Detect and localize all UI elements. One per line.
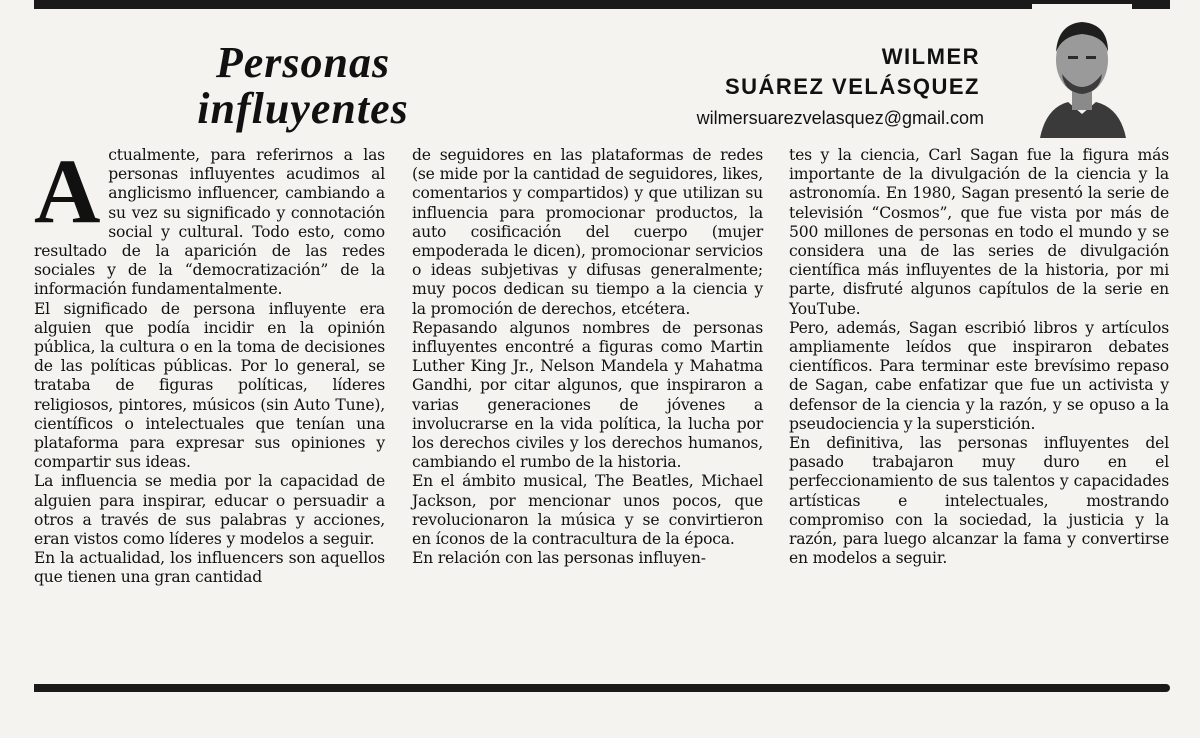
paragraph: En el ámbito musical, The Beatles, Michael Jackson, por mencionar unos pocos, que revolucionaron la música y se convirtieron en íconos de la contracultura de la época.	[412, 472, 763, 549]
author-last-name: SUÁREZ VELÁSQUEZ	[724, 74, 980, 99]
bottom-rule	[34, 684, 1170, 692]
drop-cap: A	[34, 140, 101, 242]
headline	[178, 40, 428, 132]
author-portrait	[1032, 4, 1132, 138]
headline-line-1: Personas	[215, 38, 391, 87]
paragraph: Repasando algunos nombres de personas influyentes encontré a figuras como Martin Luther King Jr., Nelson Mandela y Mahatma Gandhi, por citar algunos, que inspiraron a varias generaciones de jóvenes a involucrarse en la vida política, la lucha por los derechos civiles y los derechos humanos, cambiando el rumbo de la historia.	[412, 318, 763, 472]
paragraph: En la actualidad, los influencers son aquellos que tienen una gran cantidad	[34, 549, 385, 587]
paragraph	[34, 140, 385, 300]
paragraph: En relación con las personas influyen-	[412, 549, 706, 568]
paragraph: tes y la ciencia, Carl Sagan fue la figura más importante de la divulgación de la ciencia y la astronomía. En 1980, Sagan presentó la serie de televisión “Cosmos”, que fue vista por más de 500 millones de personas en todo el mundo y se considera una de las series de divulgación científica más influyentes de la historia, por mi parte, disfruté algunos capítulos de la serie en YouTube.	[789, 146, 1169, 318]
column-2	[412, 146, 763, 568]
column-3	[789, 146, 1169, 568]
paragraph: de seguidores en las plataformas de redes (se mide por la cantidad de seguidores, likes, comentarios y compartidos) y que utilizan su influencia para promocionar productos, la auto cosificación del cuerpo (mujer empoderada le dicen), promocionar servicios o ideas subjetivas y difusas generalmente; muy pocos dedican su tiempo a la ciencia y la promoción de derechos, etcétera.	[412, 146, 763, 318]
headline-line-2: influyentes	[197, 84, 409, 133]
paragraph: El significado de persona influyente era alguien que podía incidir en la opinión pública, la cultura o en la toma de decisiones de las políticas públicas. Por lo general, se trataba de figuras políticas, líderes religiosos, pintores, músicos (sin Auto Tune), científicos o intelectuales que tenían una plataforma para expresar sus opiniones y compartir sus ideas.	[34, 299, 385, 472]
top-rule	[34, 0, 1170, 9]
author-name	[620, 42, 980, 102]
paragraph: En definitiva, las personas influyentes del pasado trabajaron muy duro en el perfeccionamiento de sus talentos y capacidades artísticas e intelectuales, mostrando compromiso con la sociedad, la justicia y la razón, para luego alcanzar la fama y convertirse en modelos a seguir.	[789, 434, 1169, 568]
paragraph: La influencia se media por la capacidad de alguien para inspirar, educar o persuadir a otros a través de sus palabras y acciones, eran vistos como líderes y modelos a seguir.	[34, 472, 385, 549]
author-first-name: WILMER	[881, 44, 980, 69]
paragraph-text: ctualmente, para referirnos a las personas influyentes acudimos al anglicismo influencer, cambiando a su vez su significado y connotación social y cultural. Todo esto, como resultado de la aparición de las redes sociales y de la “democratización” de la información fundamentalmente.	[34, 146, 385, 299]
author-email: wilmersuarezvelasquez@gmail.com	[696, 108, 984, 128]
paragraph: Pero, además, Sagan escribió libros y artículos ampliamente leídos que inspiraron debates científicos. Para terminar este brevísimo repaso de Sagan, cabe enfatizar que fue un activista y defensor de la ciencia y la razón, y se opuso a la pseudociencia y la superstición.	[789, 318, 1169, 433]
column-1	[34, 140, 385, 588]
